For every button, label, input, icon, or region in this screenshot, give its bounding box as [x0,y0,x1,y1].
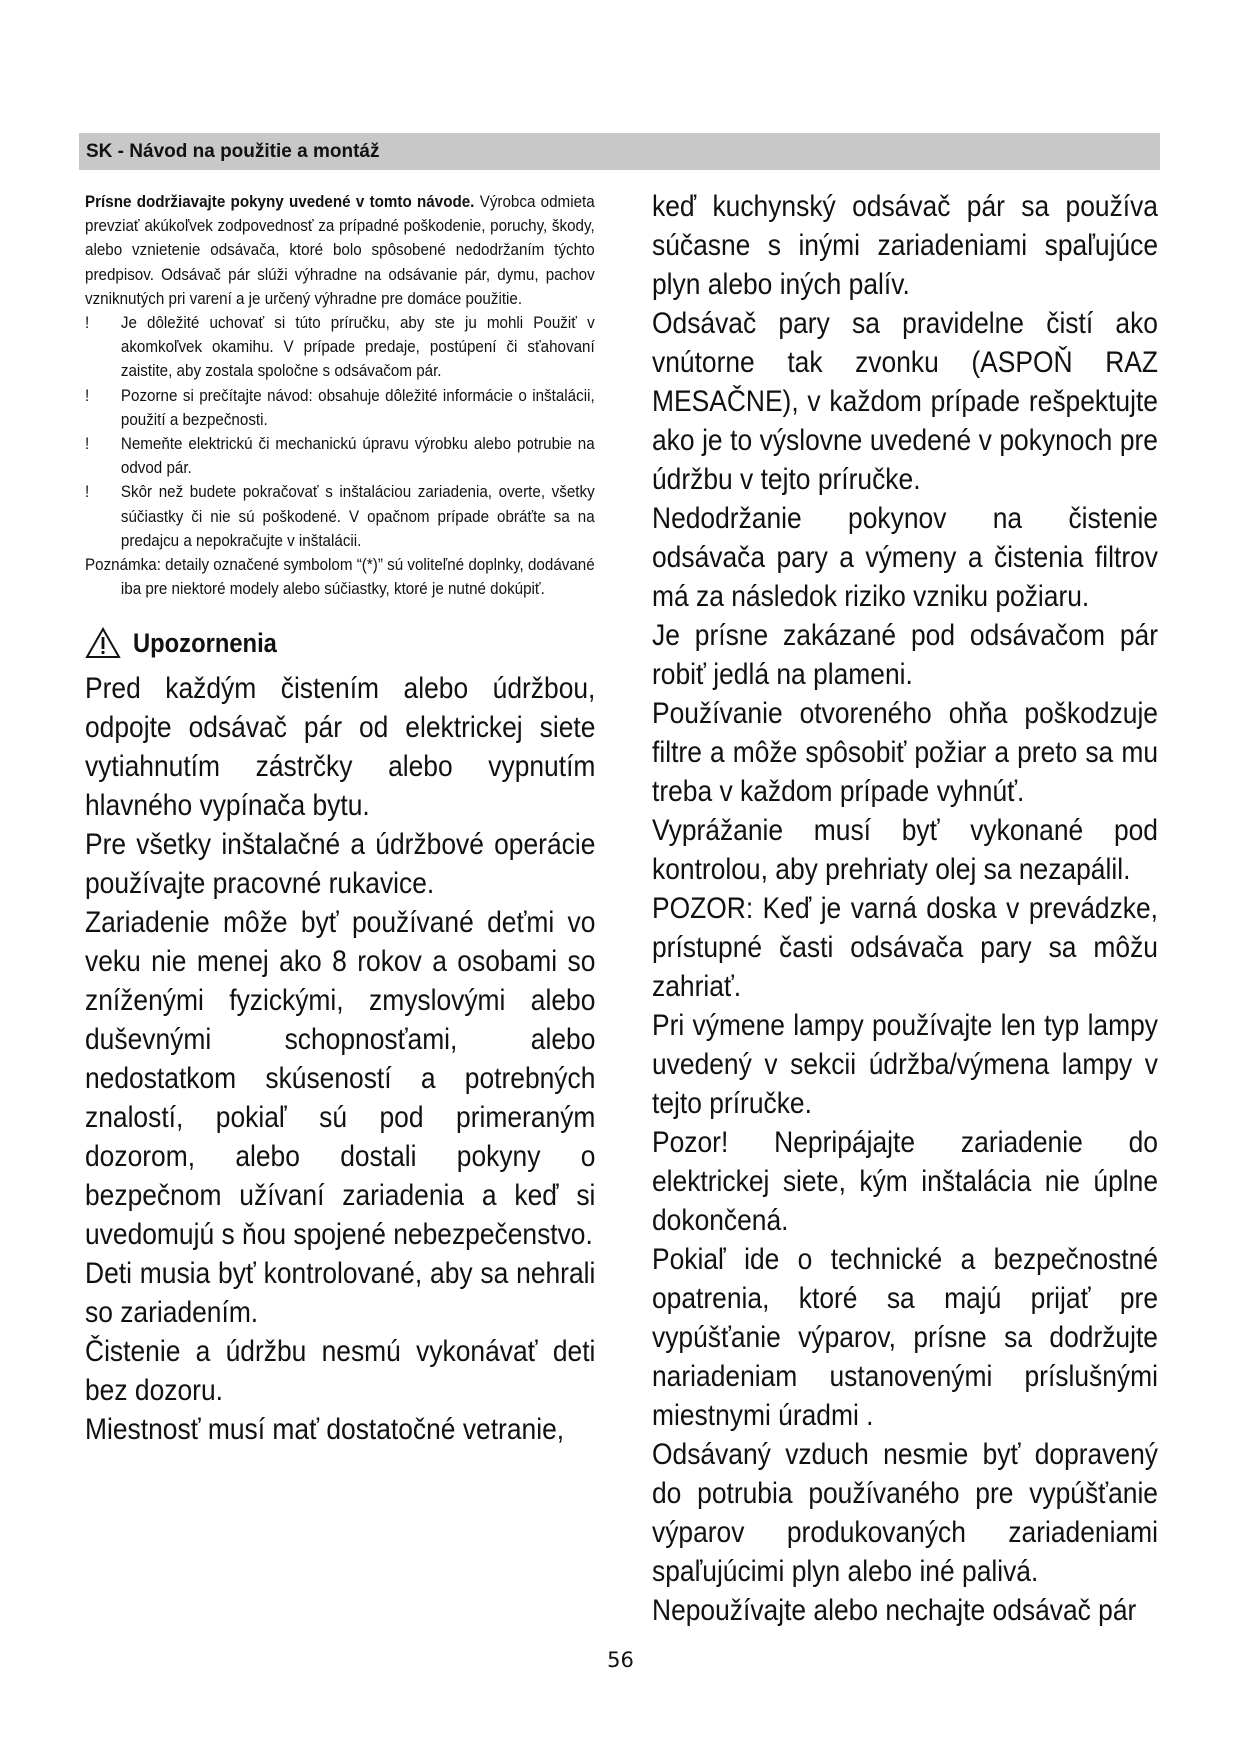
warning-paragraph: Odsávač pary sa pravidelne čistí ako vnútorne tak zvonku (ASPOŇ RAZ MESAČNE), v každom prípade rešpektujte ako je to výslovne uvedené v pokynoch pre údržbu v tejto príručke. [652,307,1158,496]
warning-paragraph: Používanie otvoreného ohňa poškodzuje filtre a môže spôsobiť požiar a preto sa mu treba v každom prípade vyhnúť. [652,697,1158,808]
section-header [79,133,1160,170]
warning-paragraph: Odsávaný vzduch nesmie byť dopravený do potrubia používaného pre vypúšťanie výparov produkovaných zariadeniami spaľujúcimi plyn alebo iné palivá. [652,1438,1158,1588]
warnings-right-text [652,187,1158,1630]
note-text: detaily označené symbolom “(*)” sú voliteľné doplnky, dodávané iba pre niektoré modely alebo súčiastky, ktoré je nutné dokúpiť. [120,556,595,599]
intro-block [85,190,595,601]
warnings-heading [85,623,595,663]
page-number: 56 [607,1648,634,1672]
bullet-mark: ! [85,386,90,405]
bullet-text: Nemeňte elektrickú či mechanickú úpravu výrobku alebo potrubie na odvod pár. [120,435,595,478]
bullet-mark: ! [85,314,90,333]
bullet-mark: ! [85,435,90,454]
warning-triangle-icon [85,627,121,659]
warning-paragraph: Nepoužívajte alebo nechajte odsávač pár [652,1594,1137,1627]
bullet-text: Skôr než budete pokračovať s inštaláciou zariadenia, overte, všetky súčiastky či nie sú poškodené. V opačnom prípade obráťte sa na predajcu a nepokračujte v inštalácii. [120,483,595,550]
warning-paragraph: Pri výmene lampy používajte len typ lampy uvedený v sekcii údržba/výmena lampy v tejto príručke. [652,1009,1158,1120]
warning-paragraph: Pred každým čistením alebo údržbou, odpojte odsávač pár od elektrickej siete vytiahnutím zástrčky alebo vypnutím hlavného vypínača bytu. [85,672,596,823]
warning-paragraph: keď kuchynský odsávač pár sa používa súčasne s inými zariadeniami spaľujúce plyn alebo iných palív. [652,190,1158,301]
bullet-item [85,311,595,384]
warning-paragraph: Vyprážanie musí byť vykonané pod kontrolou, aby prehriaty olej sa nezapálil. [652,814,1158,886]
bullet-item [85,432,595,480]
warning-paragraph: POZOR: Keď je varná doska v prevádzke, prístupné časti odsávača pary sa môžu zahriať. [652,892,1158,1003]
intro-paragraph [85,190,595,311]
right-column [652,190,1158,1630]
warning-paragraph: Čistenie a údržbu nesmú vykonávať deti bez dozoru. [85,1335,596,1408]
bullet-item [85,480,595,553]
intro-bold-lead: Prísne dodržiavajte pokyny uvedené v tomto návode. [85,193,475,211]
warning-paragraph: Pre všetky inštalačné a údržbové operácie používajte pracovné rukavice. [85,828,596,901]
bullet-text: Pozorne si prečítajte návod: obsahuje dôležité informácie o inštalácii, použití a bezpečnosti. [120,386,595,429]
section-title: SK - Návod na použitie a montáž [86,141,380,162]
bullet-text: Je dôležité uchovať si túto príručku, aby ste ju mohli Použiť v akomkoľvek okamihu. V prípade predaje, postúpení či sťahovaní zaistite, aby zostala spoločne s odsávačom pár. [120,314,595,381]
note-label: Poznámka: [85,556,161,575]
note-paragraph [85,553,595,601]
warning-paragraph: Nedodržanie pokynov na čistenie odsávača pary a výmeny a čistenia filtrov má za následok riziko vzniku požiaru. [652,502,1158,613]
warning-paragraph: Deti musia byť kontrolované, aby sa nehrali so zariadením. [85,1257,596,1330]
warning-paragraph: Miestnosť musí mať dostatočné vetranie, [85,1413,565,1447]
warning-paragraph: Pozor! Nepripájajte zariadenie do elektrickej siete, kým inštalácia nie úplne dokončená. [652,1126,1158,1237]
intro-text: Výrobca odmieta prevziať akúkoľvek zodpovednosť za prípadné poškodenie, poruchy, škody, alebo vznietenie odsávača, ktoré bolo spôsobené nedodržaním týchto predpisov. Odsávač pár slúži výhradne na odsávanie pár, dymu, pachov vzniknutých pri varení a je určený výhradne pre domáce použitie. [85,193,595,308]
warning-paragraph: Zariadenie môže byť používané deťmi vo veku nie menej ako 8 rokov a osobami so zníženými fyzickými, zmyslovými alebo duševnými schopnosťami, alebo nedostatkom skúseností a potrebných znalostí, pokiaľ sú pod primeraným dozorom, alebo dostali pokyny o bezpečnom užívaní zariadenia a keď si uvedomujú s ňou spojené nebezpečenstvo. [85,906,596,1252]
warnings-title: Upozornenia [133,627,277,658]
bullet-mark: ! [85,483,90,502]
warning-paragraph: Pokiaľ ide o technické a bezpečnostné opatrenia, ktoré sa majú prijať pre vypúšťanie výparov, prísne sa dodržujte nariadeniam ustanovenými príslušnými miestnymi úradmi . [652,1243,1158,1432]
warnings-left-text [85,669,595,1449]
bullet-item [85,384,595,432]
left-column [85,190,595,1449]
warning-paragraph: Je prísne zakázané pod odsávačom pár robiť jedlá na plameni. [652,619,1158,691]
